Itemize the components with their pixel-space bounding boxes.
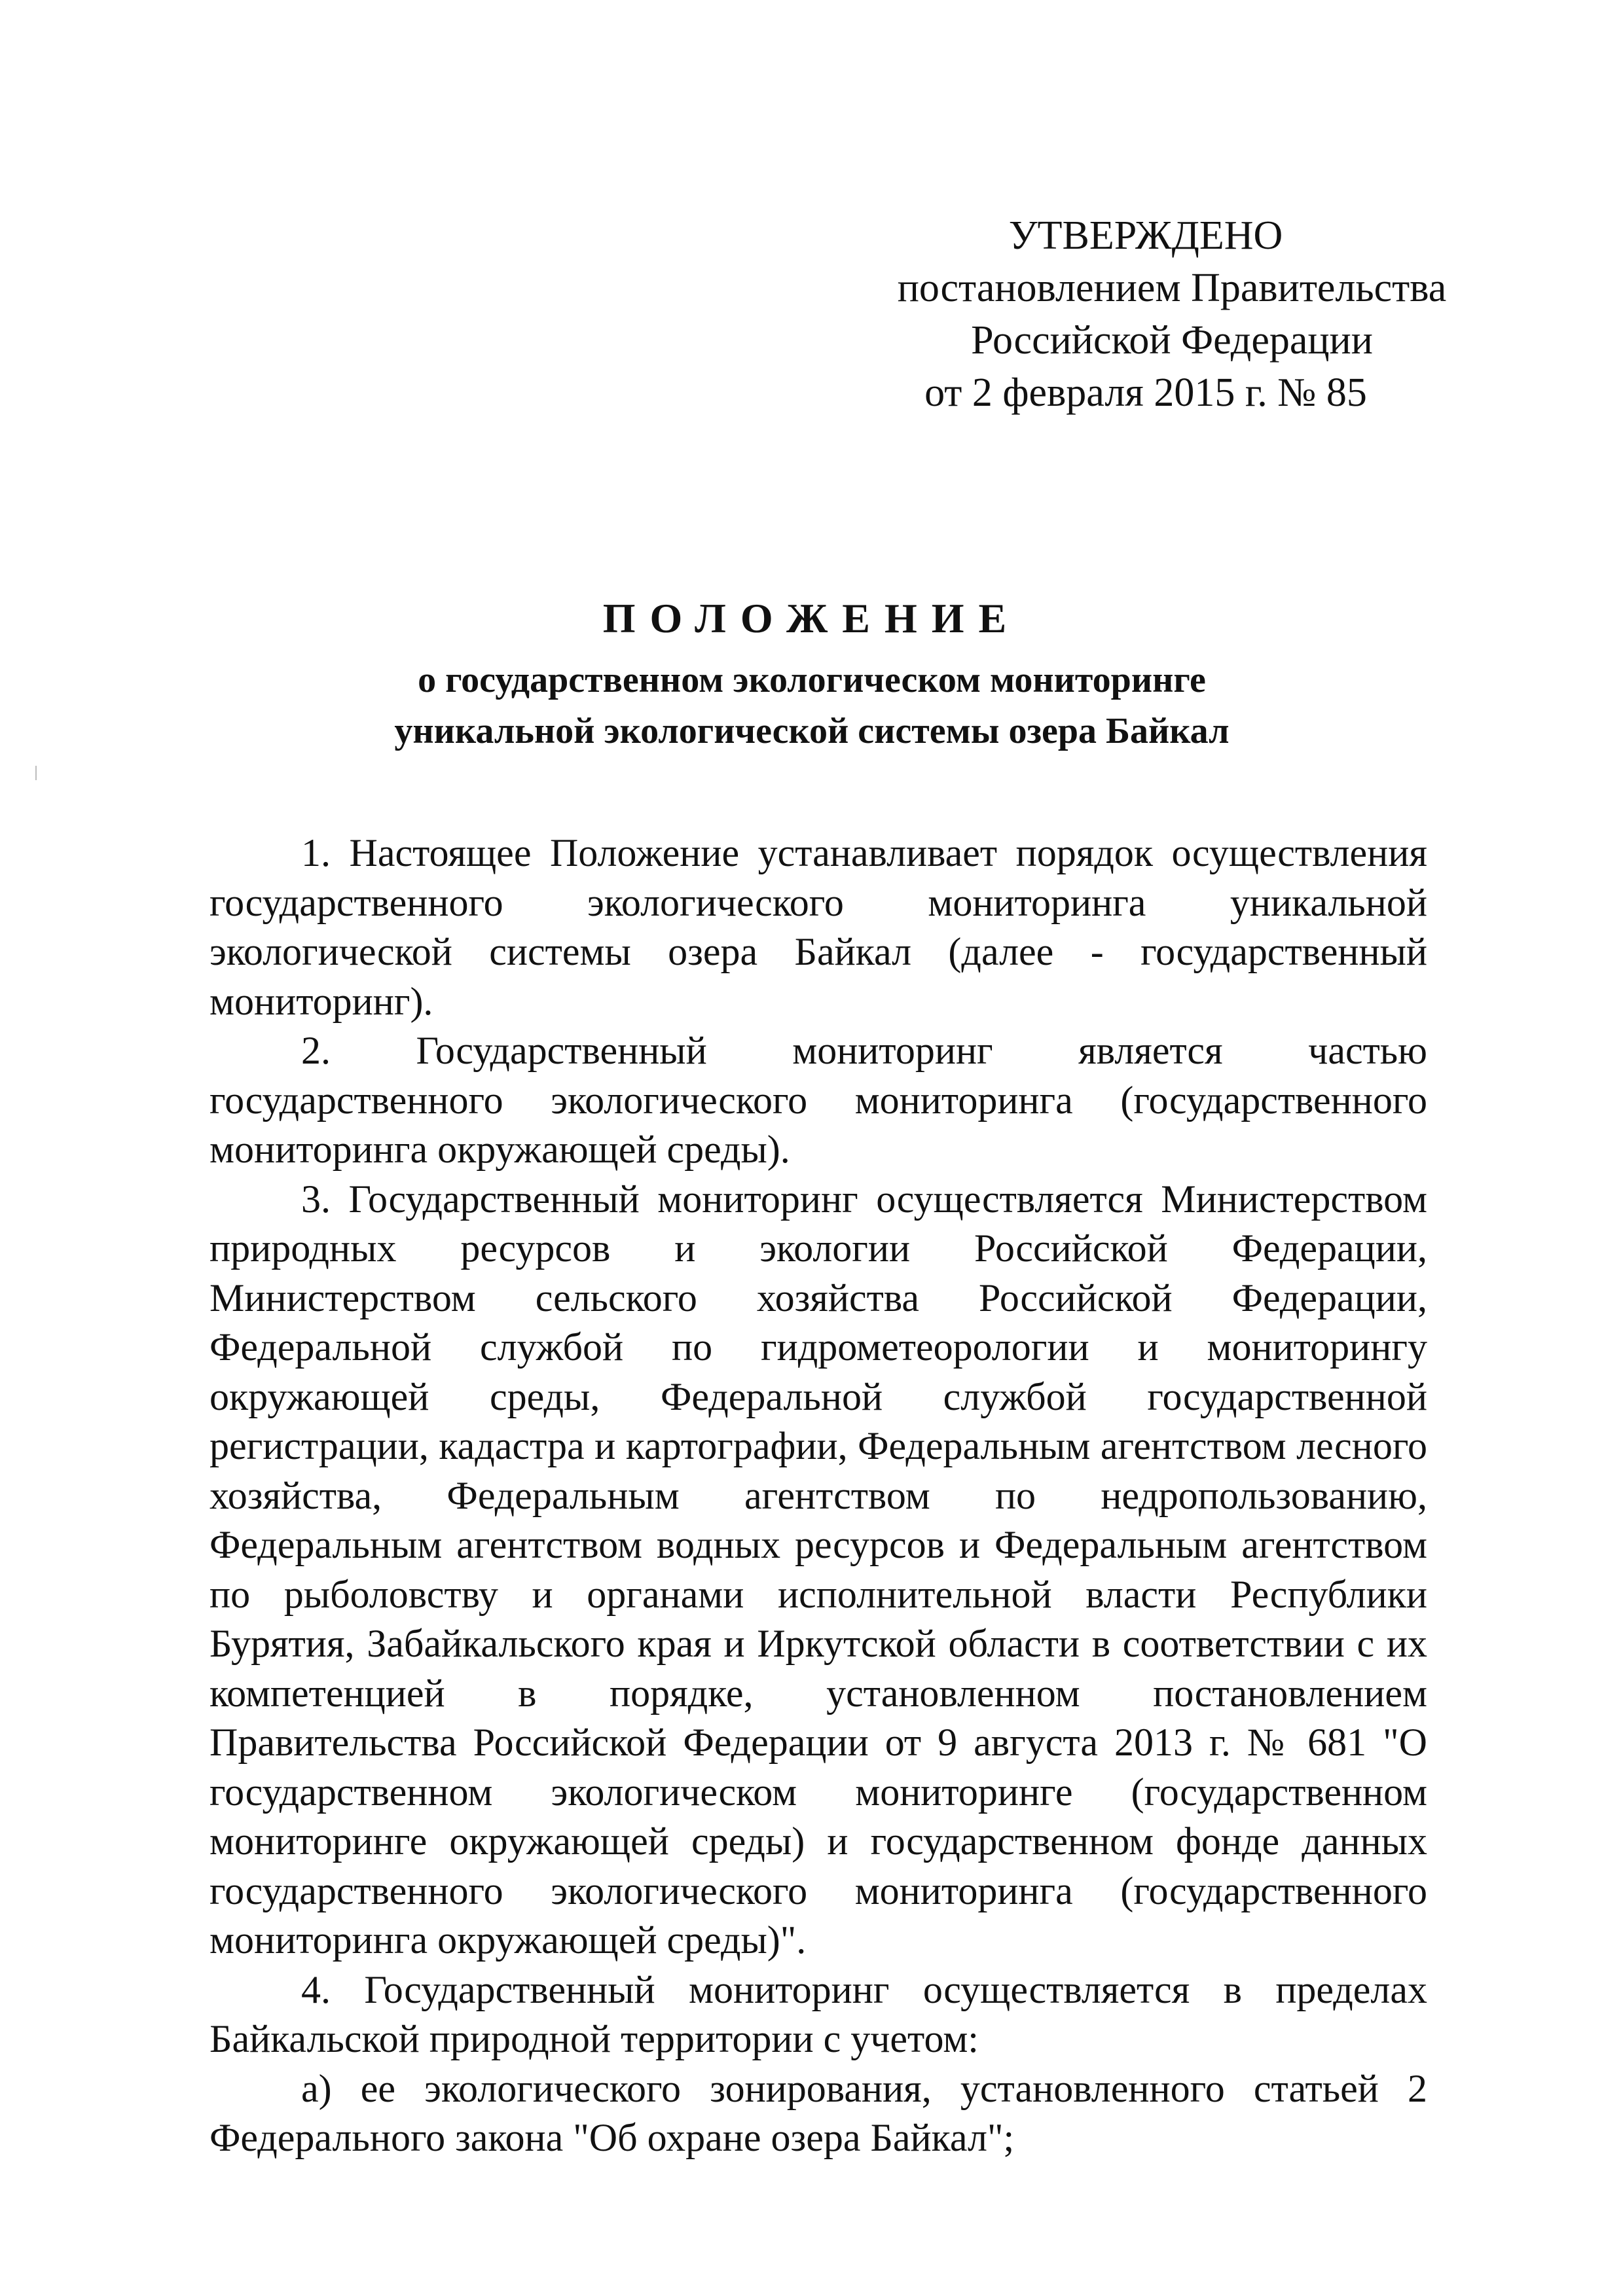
paragraph-3: 3. Государственный мониторинг осуществляется Министерством природных ресурсов и экологии Российской Федерации, Министерством сельского хозяйства Российской Федерации, Федеральной службой по гидрометеорологии и мониторингу окружающей среды, Федеральной службой государственной регистрации, кадастра и картографии, Федеральным агентством лесного хозяйства, Федеральным агентством по недропользованию, Федеральным агентством водных ресурсов и Федеральным агентством по рыболовству и органами исполнительной власти Республики Бурятия, Забайкальского края и Иркутской области в соответствии с их компетенцией в порядке, установленном постановлением Правительства Российской Федерации от 9 августа 2013 г. № 681 "О государственном экологическом мониторинге (государственном мониторинге окружающей среды) и государственном фонде данных государственного экологического мониторинга (государственного мониторинга окружающей среды)". [210,1177,1427,1962]
paragraph-4a: а) ее экологического зонирования, установленного статьей 2 Федерального закона "Об охране озера Байкал"; [210,2066,1427,2159]
approval-country: Российской Федерации [971,318,1373,363]
paragraph-4: 4. Государственный мониторинг осуществляется в пределах Байкальской природной территории с учетом: [210,1967,1427,2060]
document-title: ПОЛОЖЕНИЕ [602,595,1021,641]
document-subtitle [196,655,1427,757]
approval-stamp-block [877,209,1467,419]
approval-date-number: от 2 февраля 2015 г. № 85 [924,370,1367,415]
approval-authority: постановлением Правительства [897,266,1447,310]
subtitle-line-1: о государственном экологическом мониторинге [418,660,1206,700]
approval-heading: УТВЕРЖДЕНО [1008,213,1283,258]
paragraph-1: 1. Настоящее Положение устанавливает порядок осуществления государственного экологического мониторинга уникальной экологической системы озера Байкал (далее - государственный мониторинг). [210,831,1427,1023]
document-body [210,829,1427,2163]
subtitle-line-2: уникальной экологической системы озера Байкал [394,711,1230,751]
paragraph-2: 2. Государственный мониторинг является частью государственного экологического мониторинга (государственного мониторинга окружающей среды). [210,1029,1427,1171]
scan-margin-mark [35,766,37,780]
